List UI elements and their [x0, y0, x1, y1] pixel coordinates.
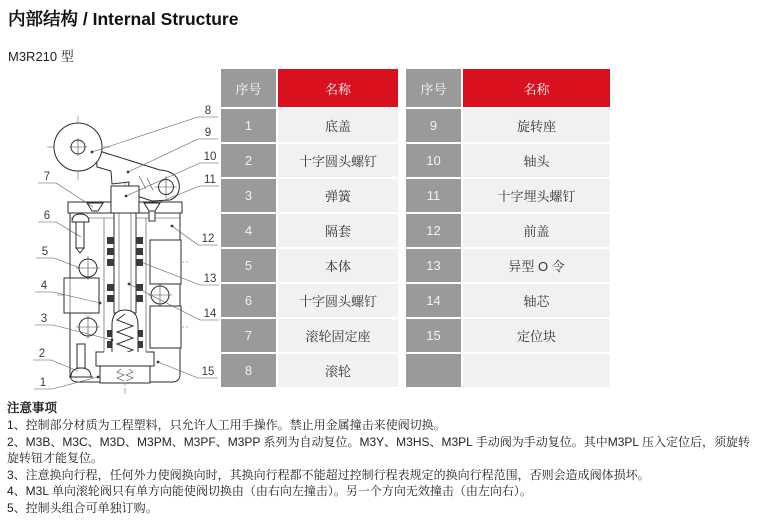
callout-11: 11: [204, 174, 216, 186]
note-item: 3、注意换向行程，任何外力使阀换向时，其换向行程都不能超过控制行程表规定的换向行程范围，否则会造成阀体损坏。: [7, 467, 650, 482]
note-item: 2、M3B、M3C、M3D、M3PM、M3PF、M3PP 系列为自动复位。M3Y、M3HS、M3PL 手动阀为手动复位。其中M3PL 压入定位后，须旋转旋转钮才能复位。: [7, 434, 750, 465]
callout-14: 14: [203, 308, 217, 320]
note-item: 5、控制头组合可单独订购。: [7, 500, 158, 515]
part-number-cell: 6: [221, 284, 276, 317]
callout-9: 9: [204, 127, 212, 139]
note-item: 1、控制部分材质为工程塑料，只允许人工用手操作。禁止用金属撞击来使阀切换。: [7, 418, 446, 432]
table-row: [406, 214, 610, 247]
col-header-name: 名称: [278, 69, 398, 107]
port-right-lower: [150, 306, 181, 348]
part-number-cell: 13: [406, 249, 461, 282]
part-number-cell: 7: [221, 319, 276, 352]
callout-3: 3: [40, 313, 48, 325]
part-name-cell: 底盖: [278, 109, 398, 142]
model-label: M3R210 型: [8, 49, 74, 64]
callout-4: 4: [40, 280, 48, 292]
callout-10: 10: [203, 151, 217, 163]
part-name-cell: 滚轮固定座: [278, 319, 398, 352]
table-row: [406, 354, 610, 387]
part-number-cell: 3: [221, 179, 276, 212]
note-item: 4、M3L 单向滚轮阀只有单方向能使阀切换由（由右向左撞击）。另一个方向无效撞击（由左向右）。: [7, 484, 532, 498]
callout-15: 15: [201, 366, 215, 378]
part-number-cell: 4: [221, 214, 276, 247]
callout-5: 5: [41, 246, 49, 258]
table-row: [221, 179, 398, 212]
part-number-cell: 10: [406, 144, 461, 177]
callout-13: 13: [203, 273, 217, 285]
part-number-cell: 1: [221, 109, 276, 142]
part-number-cell: 8: [221, 354, 276, 387]
table-row: [221, 214, 398, 247]
table-row: [406, 179, 610, 212]
bottom-cap: [100, 366, 150, 383]
callout-8: 8: [204, 105, 212, 117]
part-name-cell: 十字圆头螺钉: [278, 284, 398, 317]
part-number-cell: 15: [406, 319, 461, 352]
part-name-cell: 十字圆头螺钉: [278, 144, 398, 177]
callout-2: 2: [38, 348, 46, 360]
col-header-number: 序号: [221, 69, 276, 107]
table-row: [406, 319, 610, 352]
callout-7: 7: [43, 171, 51, 183]
part-name-cell: 定位块: [463, 319, 610, 352]
spool-boss: [111, 186, 139, 213]
table-row: [221, 144, 398, 177]
part-number-cell: [406, 354, 461, 387]
callout-6: 6: [43, 210, 51, 222]
part-name-cell: 旋转座: [463, 109, 610, 142]
part-name-cell: 异型 O 令: [463, 249, 610, 282]
part-name-cell: 弹簧: [278, 179, 398, 212]
internal-structure-diagram: [25, 95, 225, 400]
table-row: [221, 319, 398, 352]
part-number-cell: 11: [406, 179, 461, 212]
table-row: [406, 284, 610, 317]
valve-cross-section-drawing: [25, 95, 225, 400]
part-number-cell: 12: [406, 214, 461, 247]
part-name-cell: 轴头: [463, 144, 610, 177]
port-right-upper: [150, 240, 181, 284]
part-name-cell: 十字埋头螺钉: [463, 179, 610, 212]
part-number-cell: 9: [406, 109, 461, 142]
notes-section: [7, 398, 755, 516]
notes-title: 注意事项: [7, 401, 58, 415]
spool-stem: [114, 213, 136, 313]
callout-1: 1: [39, 377, 47, 389]
spool-base: [96, 352, 154, 366]
table-row: [406, 249, 610, 282]
table-row: [406, 109, 610, 142]
part-name-cell: 前盖: [463, 214, 610, 247]
table-row: [406, 144, 610, 177]
col-header-name: 名称: [463, 69, 610, 107]
table-row: [221, 249, 398, 282]
part-name-cell: 轴芯: [463, 284, 610, 317]
port-left: [64, 278, 99, 313]
parts-table-group: [219, 67, 612, 389]
callout-12: 12: [201, 233, 215, 245]
parts-table-left: [219, 67, 400, 389]
part-name-cell: 本体: [278, 249, 398, 282]
page-title: 内部结构 / Internal Structure: [8, 9, 239, 29]
parts-table-right: [404, 67, 612, 389]
col-header-number: 序号: [406, 69, 461, 107]
part-name-cell: 滚轮: [278, 354, 398, 387]
part-number-cell: 5: [221, 249, 276, 282]
table-row: [221, 109, 398, 142]
table-row: [221, 354, 398, 387]
part-number-cell: 14: [406, 284, 461, 317]
part-name-cell: 隔套: [278, 214, 398, 247]
part-number-cell: 2: [221, 144, 276, 177]
part-name-cell: [463, 354, 610, 387]
table-row: [221, 284, 398, 317]
